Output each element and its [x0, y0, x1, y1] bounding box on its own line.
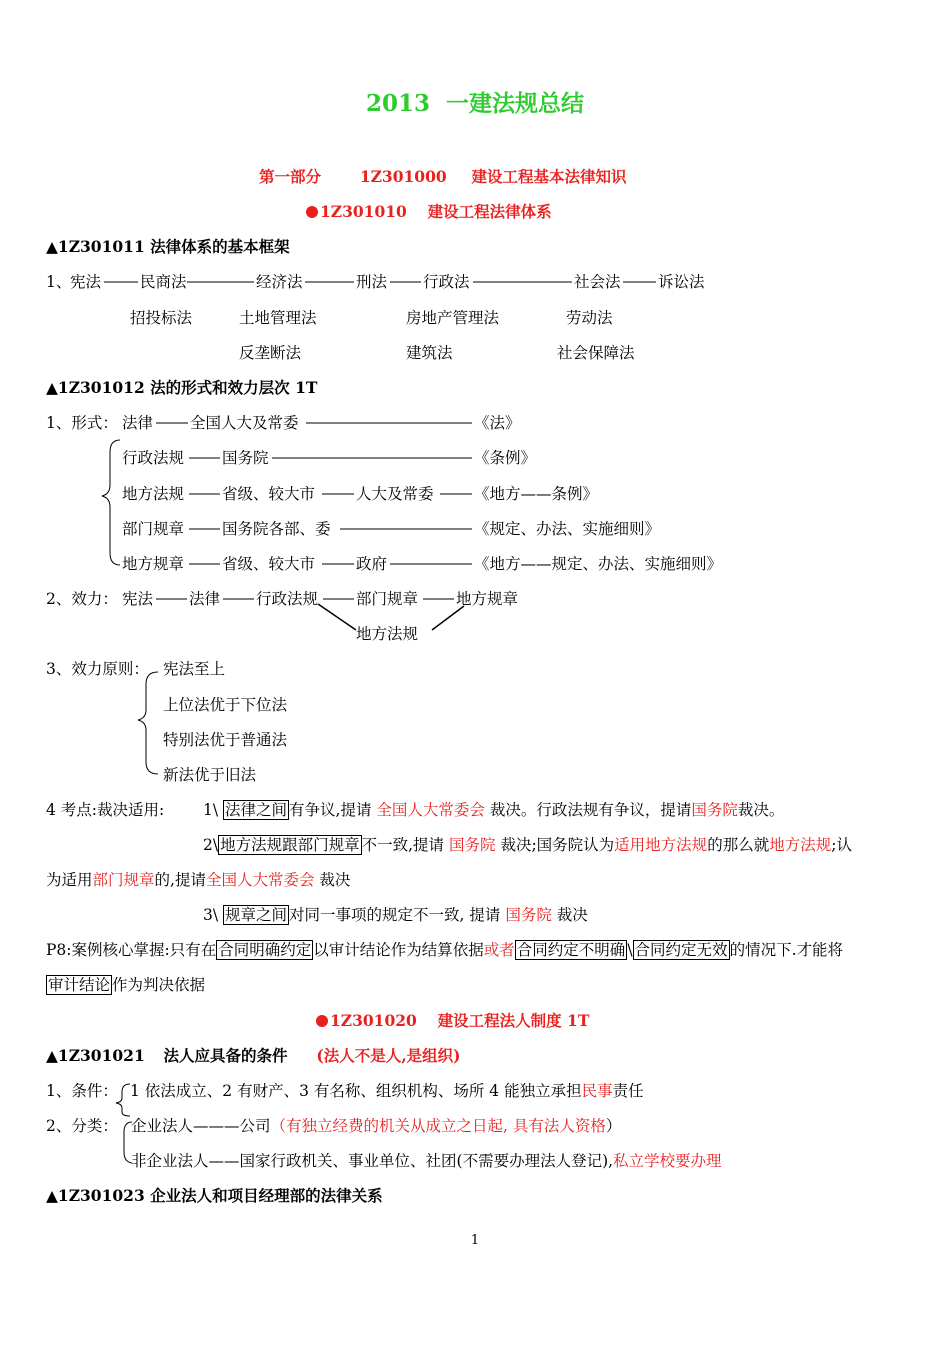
ruling-text: 裁决;国务院认为 [500, 836, 615, 854]
cond-text: 责任 [612, 1082, 644, 1100]
effect-item: 行政法规 [256, 590, 319, 608]
social-law-item: 劳动法 [566, 309, 613, 327]
boxed-term: 合同明确约定 [218, 941, 312, 959]
ruling-text: 裁决 [556, 906, 588, 924]
boxed-term: 法律之间 [225, 801, 288, 819]
cls-text: 国家行政机关、事业单位、社团(不需要办理法人登记), [239, 1152, 614, 1170]
subsection-code: ▲1Z301012 [46, 378, 145, 397]
form-org2: 人大及常委 [356, 485, 434, 503]
cond-lead: 1、条件： [46, 1082, 118, 1100]
subsection-code: ▲1Z301023 [46, 1186, 145, 1205]
highlight-text: 民事 [581, 1082, 613, 1100]
highlight-text: 地方法规 [769, 836, 832, 854]
form-name: 行政法规 [122, 449, 185, 467]
subsection-name: 法律体系的基本框架 [150, 237, 290, 256]
brace-icon [138, 672, 158, 774]
admin-law-item: 建筑法 [406, 344, 453, 362]
cond-text: 1 依法成立、2 有财产、3 有名称、组织机构、场所 4 能独立承担 [130, 1082, 582, 1100]
ruling-num: 1\ [203, 801, 219, 819]
form-org: 省级、较大市 [222, 555, 316, 573]
p8-text: 作为判决依据 [112, 976, 206, 994]
highlight-text: 部门规章 [92, 871, 155, 889]
section-name: 建设工程法律体系 [427, 202, 552, 221]
ruling-text: 的那么就 [707, 836, 770, 854]
highlight-text: （有独立经费的机关从成立之日起, 具有法人资格 [270, 1117, 606, 1135]
part-name: 建设工程基本法律知识 [471, 167, 627, 186]
cls-name: 非企业法人 [131, 1152, 209, 1170]
page-number: 1 [470, 1233, 480, 1248]
brace-icon [102, 440, 120, 565]
part-label: 第一部分 [259, 167, 322, 186]
p8-text: P8:案例核心掌握:只有在 [46, 941, 217, 959]
ruling-num: 3\ [203, 906, 219, 924]
ruling-text: 对同一事项的规定不一致, 提请 [289, 906, 501, 924]
highlight-text: 国务院 [448, 836, 496, 854]
admin-law-item: 房地产管理法 [406, 309, 500, 327]
boxed-term: 规章之间 [225, 906, 288, 924]
subsection-note: (法人不是人,是组织) [316, 1046, 461, 1065]
ruling-num: 2\ [203, 836, 219, 854]
score-tag: 1T [567, 1011, 590, 1030]
principles-lead: 3、效力原则： [46, 660, 149, 678]
effect-item: 地方规章 [456, 590, 519, 608]
principle-item: 新法优于旧法 [163, 766, 257, 784]
p8-text: 以审计结论作为结算依据 [313, 941, 484, 959]
form-doc: 《地方——条例》 [474, 485, 599, 503]
score-tag: 1T [295, 378, 318, 397]
cls-sep: ——— [193, 1117, 240, 1135]
document-title: 2013 一建法规总结 [365, 90, 585, 117]
highlight-text: 国务院 [505, 906, 552, 924]
form-doc: 《法》 [474, 414, 521, 432]
frame-item: 诉讼法 [658, 273, 705, 291]
ruling-text: 有争议,提请 [289, 801, 372, 819]
form-org: 省级、较大市 [222, 485, 316, 503]
effect-branch: 地方法规 [356, 625, 419, 643]
brace-icon [124, 1122, 132, 1163]
ruling-text: 不一致,提请 [361, 836, 445, 854]
p8-text: 的情况下.才能将 [729, 941, 843, 959]
subsection-name: 企业法人和项目经理部的法律关系 [150, 1186, 383, 1205]
highlight-text: 国务院 [691, 801, 738, 819]
boxed-term: 合同约定无效 [634, 941, 728, 959]
form-doc: 《条例》 [474, 449, 537, 467]
econ-law-item: 反垄断法 [239, 344, 302, 362]
subsection-code: ▲1Z301021 [46, 1046, 145, 1065]
subsection-code: ▲1Z301011 [46, 237, 145, 256]
section-name: 建设工程法人制度 [437, 1011, 562, 1030]
principle-item: 宪法至上 [163, 660, 226, 678]
highlight-text: 私立学校要办理 [613, 1152, 722, 1170]
highlight-text: 或者 [483, 941, 515, 959]
form-org: 国务院 [222, 449, 269, 467]
form-org2: 政府 [356, 555, 388, 573]
cls-sep: —— [208, 1152, 240, 1170]
brace-icon [116, 1084, 130, 1116]
boxed-term: 合同约定不明确 [516, 941, 626, 959]
principle-item: 上位法优于下位法 [163, 696, 288, 714]
econ-law-item: 招投标法 [130, 309, 193, 327]
effect-item: 法律 [189, 590, 221, 608]
frame-item: 社会法 [574, 273, 621, 291]
branch-line [432, 606, 464, 630]
form-doc: 《规定、办法、实施细则》 [474, 520, 661, 538]
form-name: 法律 [122, 414, 154, 432]
ruling-text: 裁决。行政法规有争议，提请 [489, 801, 692, 819]
highlight-text: 全国人大常委会 [376, 801, 485, 819]
cls-text: ） [605, 1117, 622, 1135]
ruling-text: ;认 [831, 836, 852, 854]
form-name: 地方规章 [122, 555, 185, 573]
part-code: 1Z301000 [359, 167, 447, 186]
frame-num: 1、 [46, 273, 72, 291]
subsection-name: 法人应具备的条件 [163, 1046, 288, 1065]
frame-item: 行政法 [423, 273, 470, 291]
form-org: 国务院各部、委 [222, 520, 331, 538]
econ-law-item: 土地管理法 [239, 309, 317, 327]
frame-item: 宪法 [70, 273, 102, 291]
boxed-term: 地方法规跟部门规章 [220, 836, 360, 854]
effect-lead: 2、效力： [46, 590, 118, 608]
social-law-item: 社会保障法 [557, 344, 635, 362]
form-doc: 《地方——规定、办法、实施细则》 [474, 555, 723, 573]
form-org: 全国人大及常委 [190, 414, 299, 432]
ruling-text: 裁决。 [737, 801, 785, 819]
effect-item: 部门规章 [356, 590, 419, 608]
forms-lead: 1、形式： [46, 414, 118, 432]
highlight-text: 全国人大常委会 [205, 871, 315, 889]
highlight-text: 适用地方法规 [614, 836, 708, 854]
principle-item: 特别法优于普通法 [163, 731, 288, 749]
subsection-name: 法的形式和效力层次 [150, 378, 290, 397]
ruling-text: 裁决 [319, 871, 351, 889]
branch-line [318, 604, 356, 630]
boxed-term: 审计结论 [48, 976, 111, 994]
cls-name: 企业法人 [131, 1117, 194, 1135]
section-code: 1Z301020 [330, 1011, 417, 1030]
cls-text: 公司 [239, 1117, 271, 1135]
ruling-text: 的,提请 [154, 871, 206, 889]
ruling-lead: 4 考点:裁决适用: [46, 801, 165, 819]
cls-lead: 2、分类： [46, 1117, 118, 1135]
form-name: 部门规章 [122, 520, 185, 538]
section-code: 1Z301010 [320, 202, 407, 221]
effect-item: 宪法 [122, 590, 154, 608]
frame-item: 民商法 [140, 273, 187, 291]
p8-text: \ [627, 941, 633, 959]
frame-item: 刑法 [356, 273, 388, 291]
ruling-text: 为适用 [46, 871, 93, 889]
form-name: 地方法规 [122, 485, 185, 503]
frame-item: 经济法 [256, 273, 303, 291]
